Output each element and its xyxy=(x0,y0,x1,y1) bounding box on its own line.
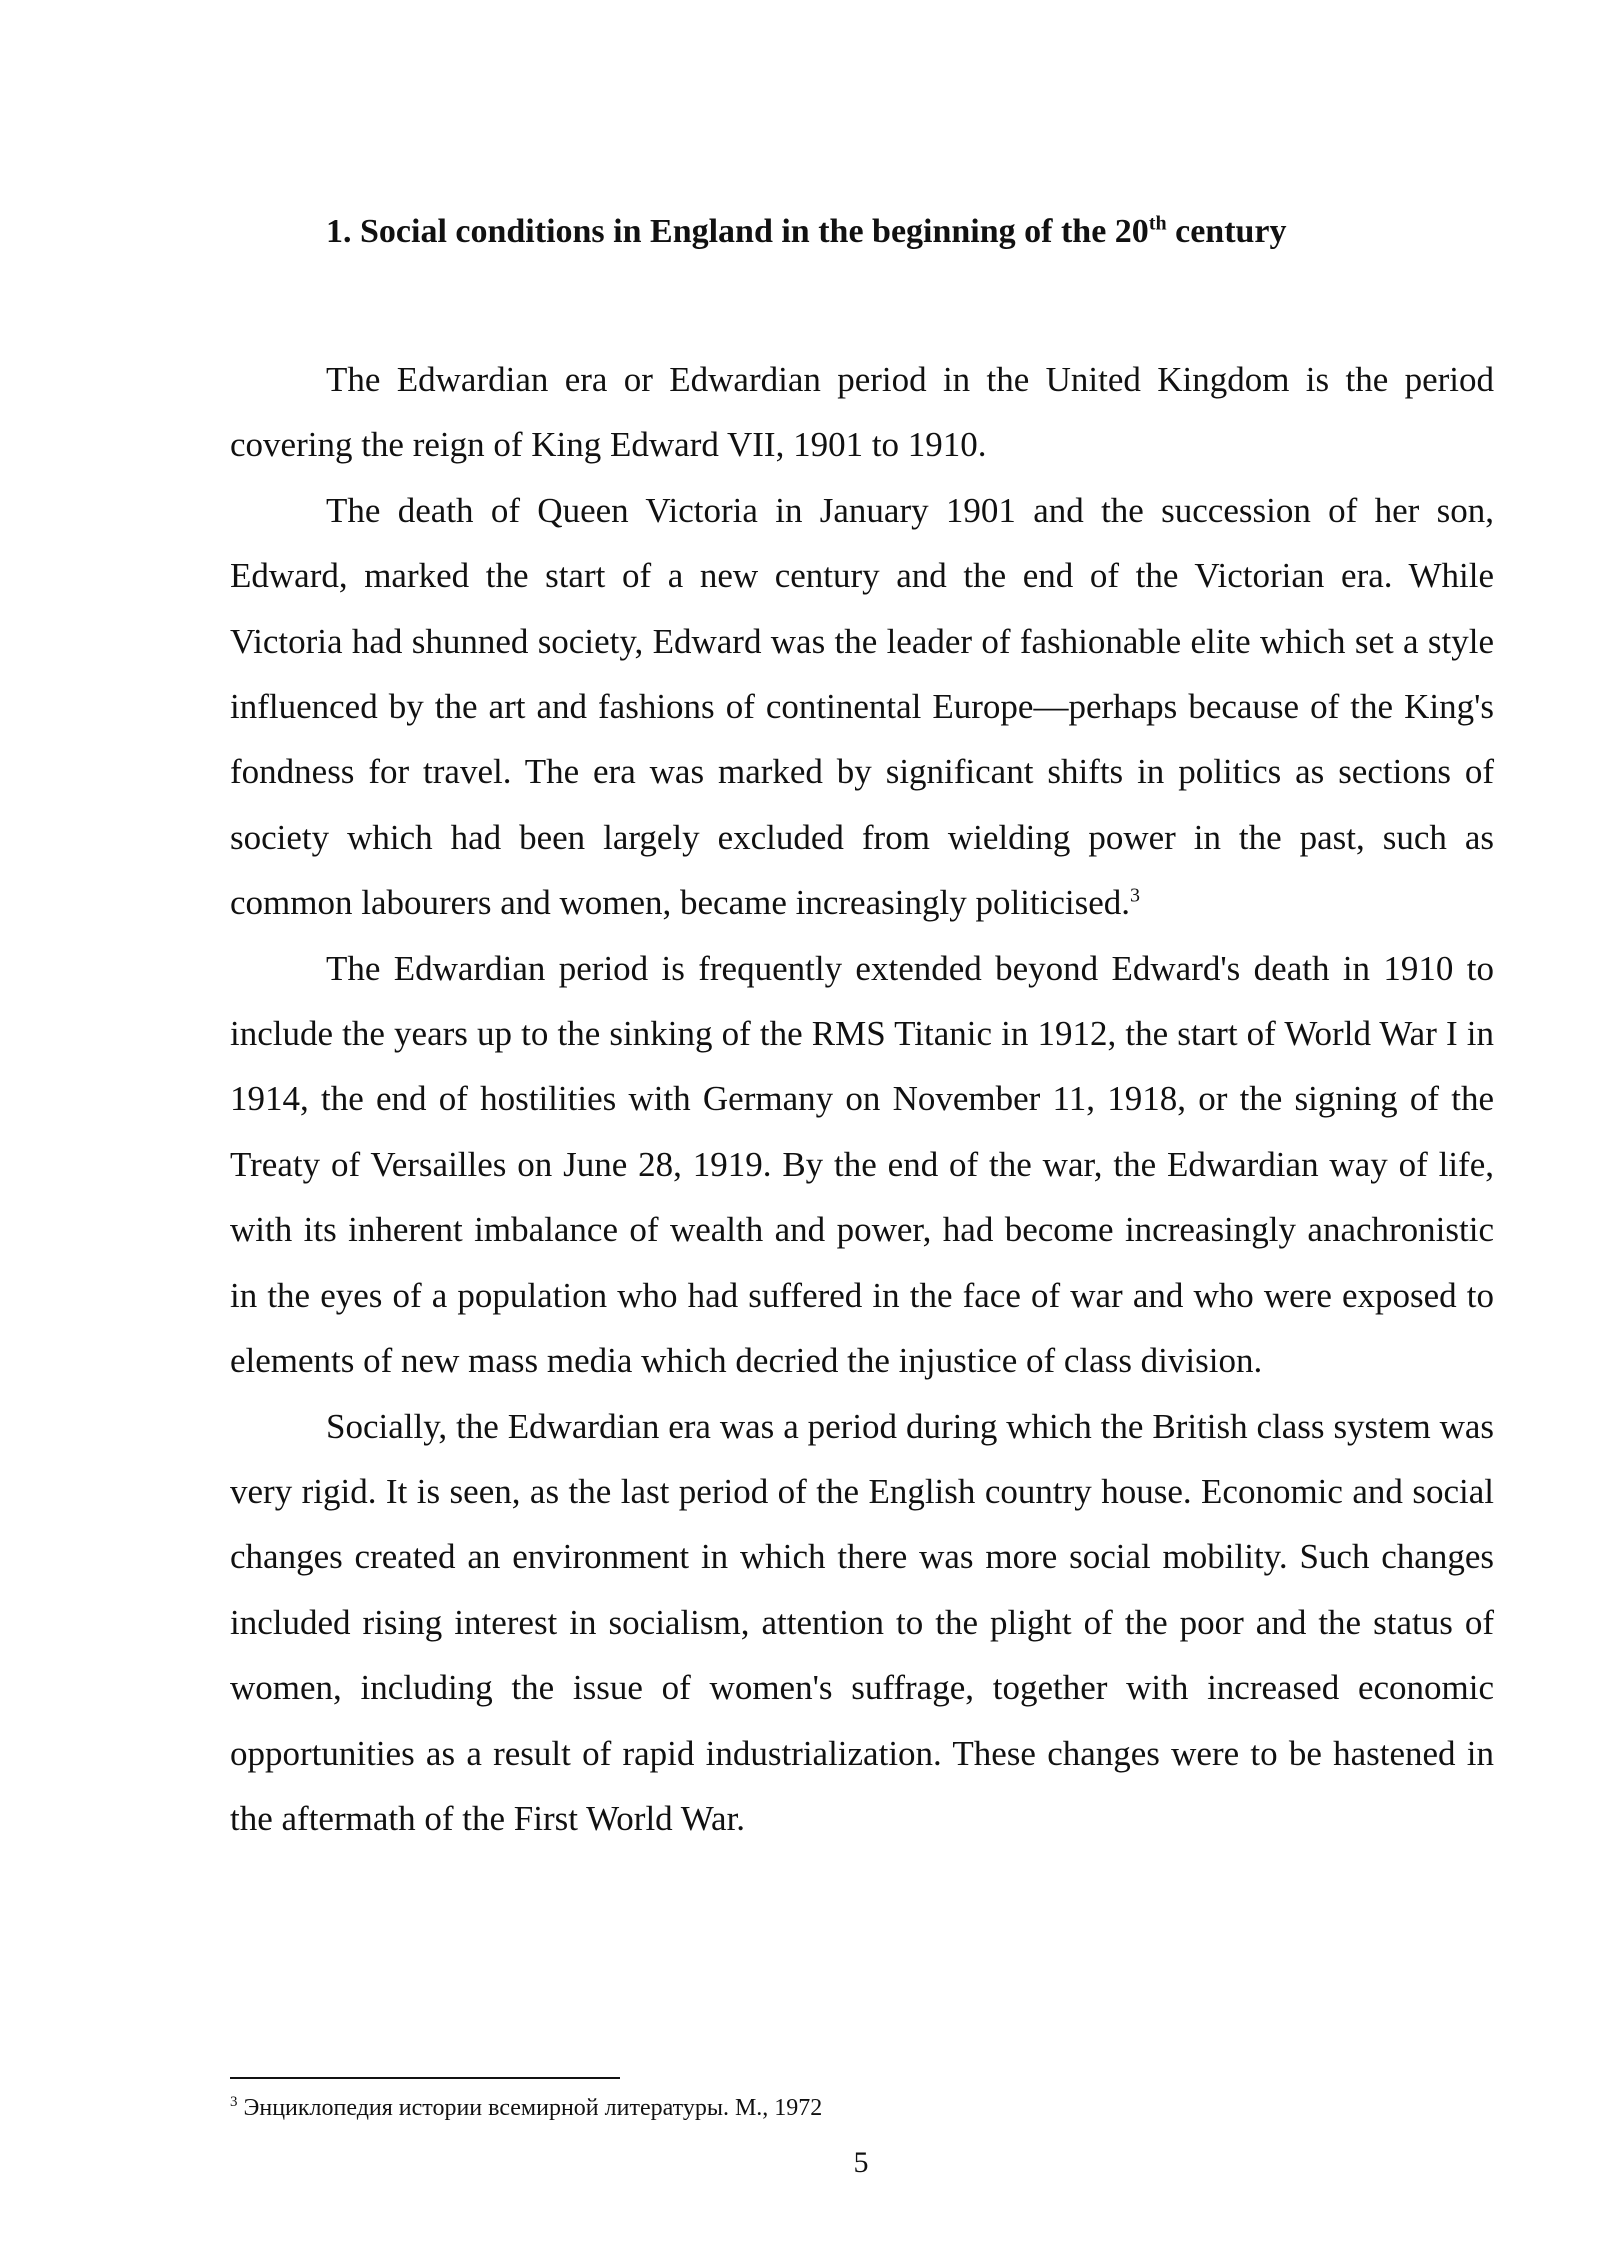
footnote-separator xyxy=(230,2077,620,2079)
page-number: 5 xyxy=(853,2146,869,2179)
footnote-text: Энциклопедия истории всемирной литературы. М., 1972 xyxy=(237,2095,823,2121)
paragraph-3-text: The Edwardian period is frequently extended beyond Edward's death in 1910 to include the years up to the sinking of the RMS Titanic in 1912, the start of World War I in 1914, the end of hostilities with Germany on November 11, 1918, or the signing of the Treaty of Versailles on June 28, 1919. By the end of the war, the Edwardian way of life, with its inherent imbalance of wealth and power, had become increasingly anachronistic in the eyes of a population who had suffered in the face of war and who were exposed to elements of new mass media which decried the injustice of class division. xyxy=(230,948,1494,1381)
section-heading xyxy=(326,212,1496,252)
paragraph-2-text: The death of Queen Victoria in January 1901 and the succession of her son, Edward, marked the start of a new century and the end of the Victorian era. While Victoria had shunned society, Edward was the leader of fashionable elite which set a style influenced by the art and fashions of continental Europe—perhaps because of the King's fondness for travel. The era was marked by significant shifts in politics as sections of society which had been largely excluded from wielding power in the past, such as common labourers and women, became increasingly politicised. xyxy=(230,490,1494,923)
paragraph-1 xyxy=(230,347,1494,478)
heading-superscript: th xyxy=(1148,212,1167,235)
paragraph-3 xyxy=(230,936,1494,1394)
heading-tail: century xyxy=(1166,213,1287,250)
footnote-marker: 3 xyxy=(230,2094,238,2110)
paragraph-1-text: The Edwardian era or Edwardian period in the United Kingdom is the period covering the reign of King Edward VII, 1901 to 1910. xyxy=(230,360,1494,465)
body-text xyxy=(230,347,1494,1851)
paragraph-2 xyxy=(230,478,1494,936)
paragraph-4-text: Socially, the Edwardian era was a period during which the British class system was very rigid. It is seen, as the last period of the English country house. Economic and social changes created an environment in which there was more social mobility. Such changes included rising interest in socialism, attention to the plight of the poor and the status of women, including the issue of women's suffrage, together with increased economic opportunities as a result of rapid industrialization. These changes were to be hastened in the aftermath of the First World War. xyxy=(230,1406,1494,1838)
paragraph-4 xyxy=(230,1394,1494,1852)
footnote-reference: 3 xyxy=(1130,884,1141,907)
heading-text: 1. Social conditions in England in the beginning of the 20 xyxy=(326,213,1149,250)
footnote xyxy=(230,2092,1494,2124)
